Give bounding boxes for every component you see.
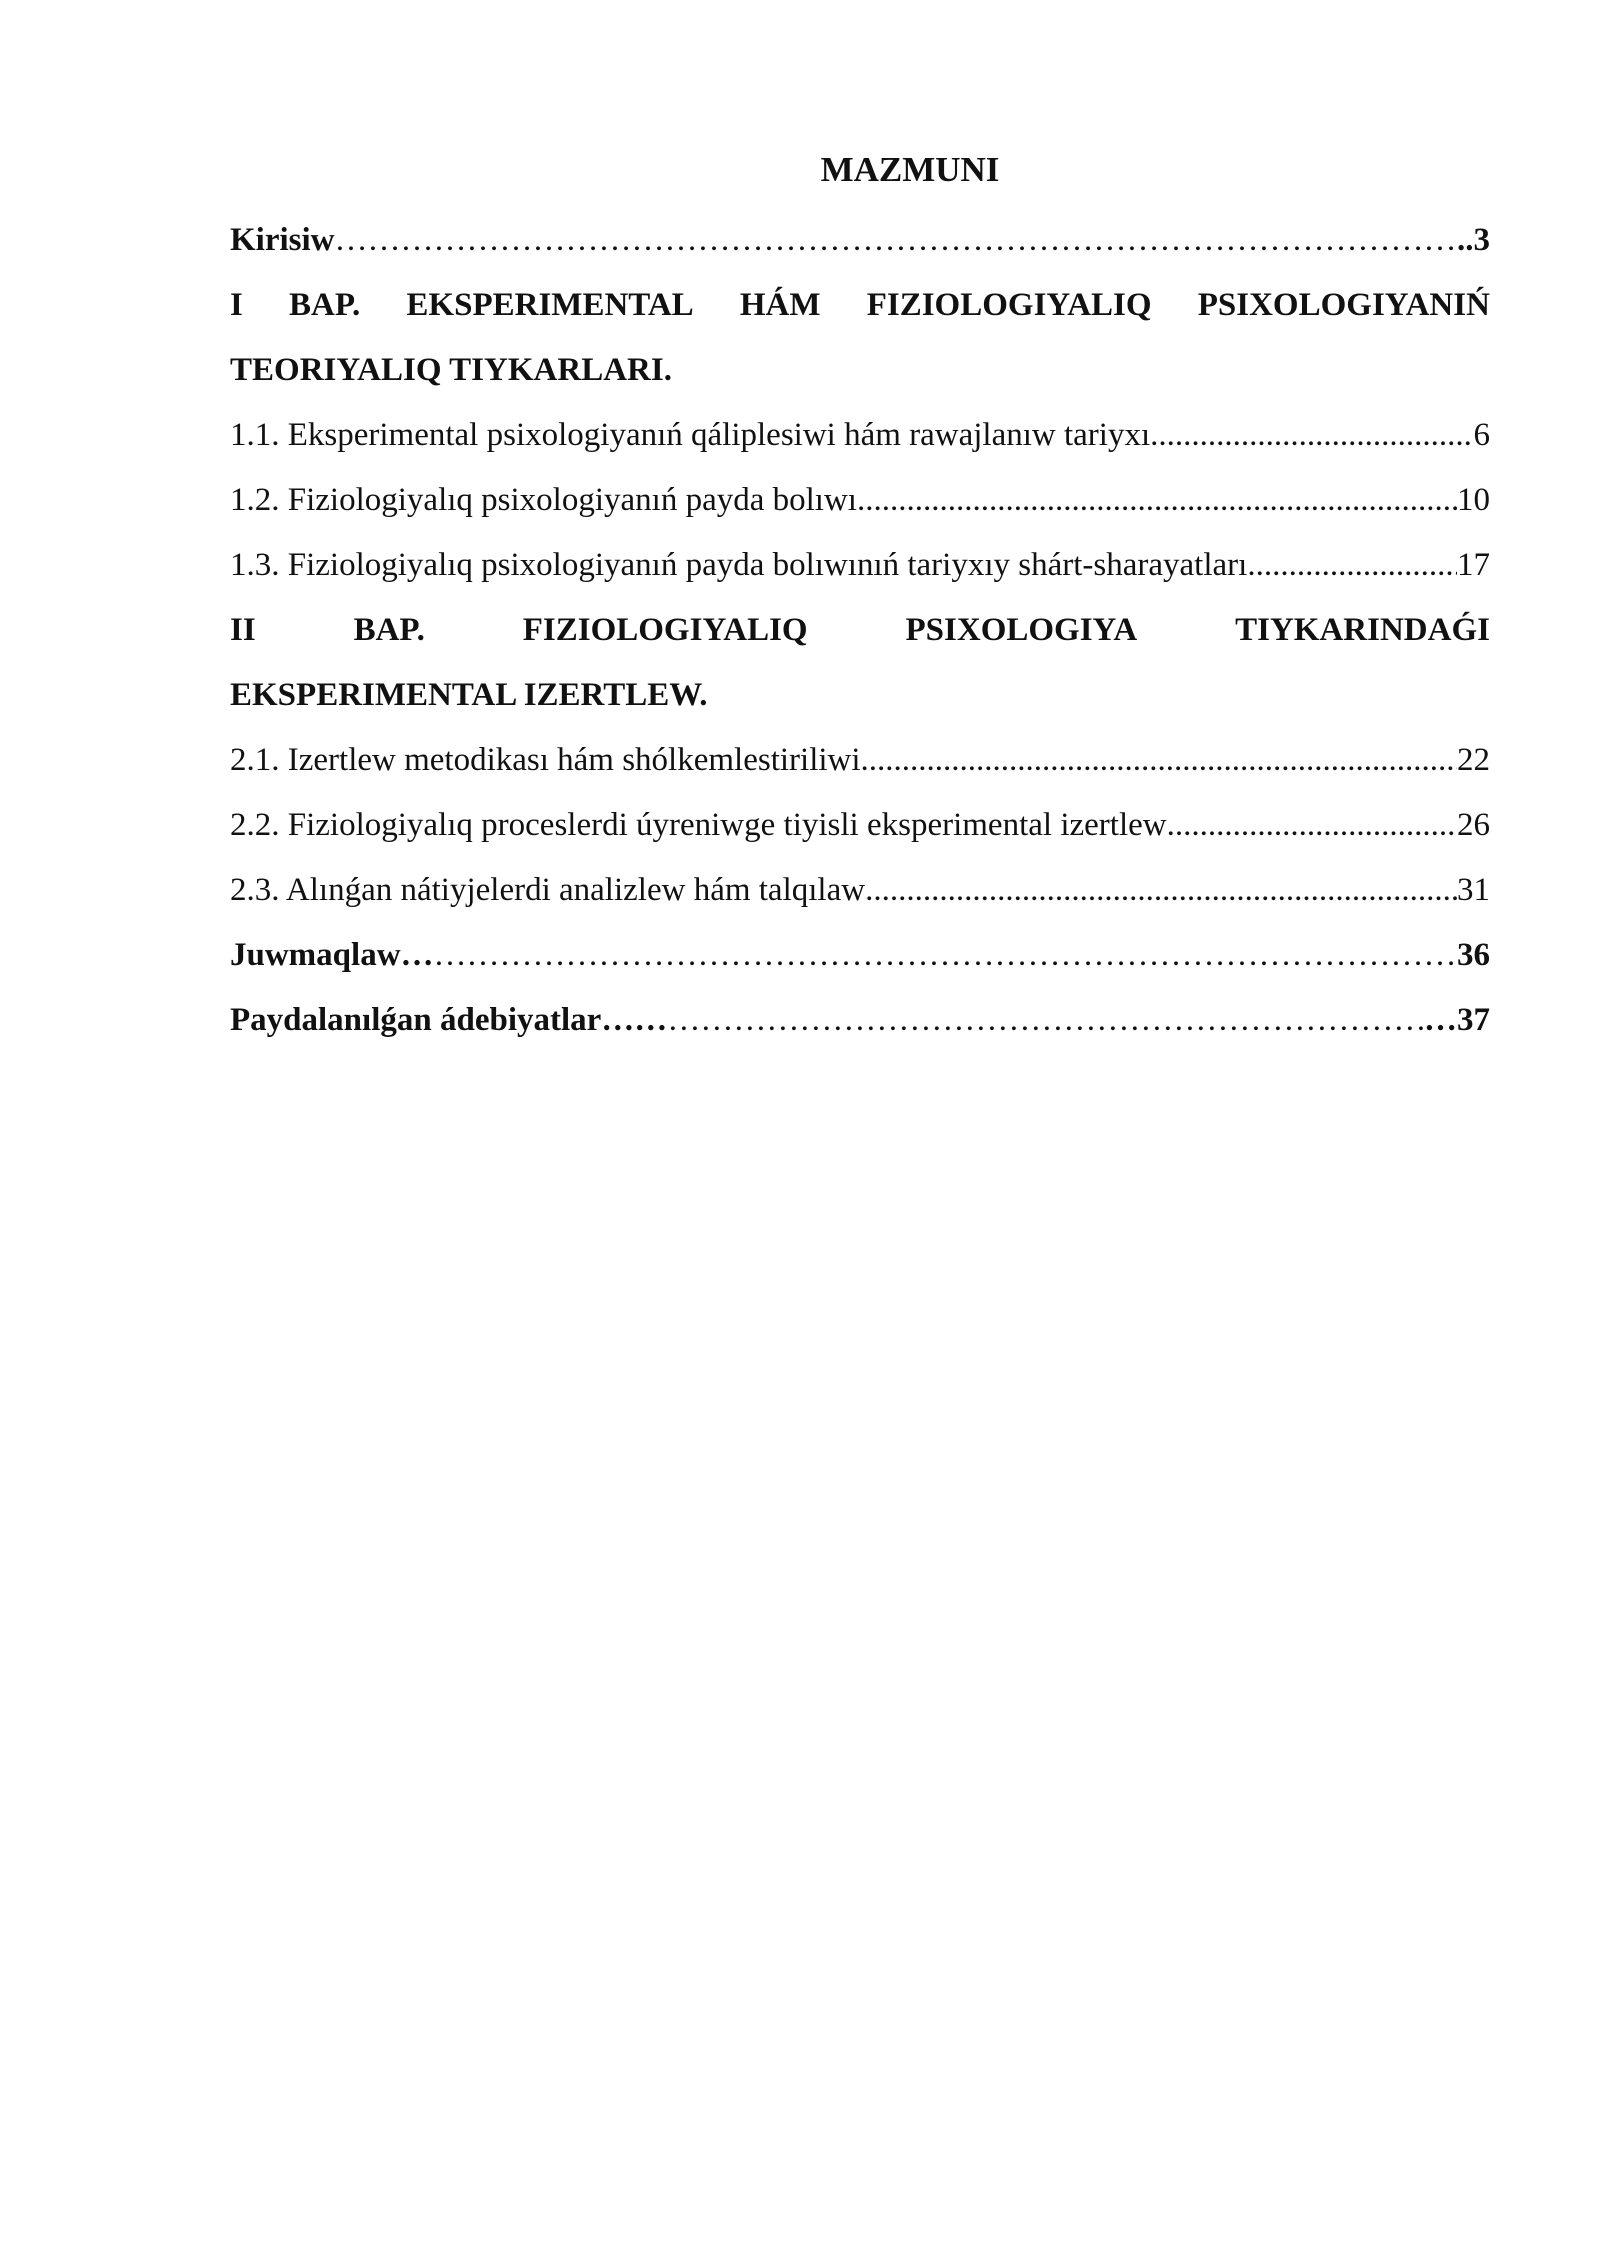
dot-leader (434, 923, 1457, 988)
toc-entry-text: Paydalanılǵan ádebiyatlar…… (230, 1002, 668, 1038)
toc-entry-2-1 (230, 728, 1490, 793)
toc-entry-text: 2.2. Fiziologiyalıq proceslerdi úyreniwge tiyisli eksperimental izertlew (230, 807, 1167, 843)
dot-leader (857, 468, 1457, 533)
toc-entry-2-2 (230, 793, 1490, 858)
heading-word: FIZIOLOGIYALIQ (866, 287, 1152, 323)
toc-entry-text: 1.3. Fiziologiyalıq psixologiyanıń payda bolıwınıń tariyxıy shárt-sharayatları (230, 547, 1248, 583)
heading-word: PSIXOLOGIYA (905, 612, 1138, 648)
heading-word: FIZIOLOGIYALIQ (522, 612, 808, 648)
toc-chapter-1-heading (230, 273, 1490, 338)
heading-word: BAP. (353, 612, 425, 648)
toc-entry-page: 17 (1457, 547, 1490, 583)
toc-title: MAZMUNI (820, 150, 1000, 189)
heading-word: HÁM (739, 287, 821, 323)
toc-entry-page: 36 (1457, 937, 1490, 973)
heading-word: TIYKARINDAǴI (1235, 612, 1490, 648)
toc-entry-text: 1.1. Eksperimental psixologiyanıń qáliplesiwi hám rawajlanıw tariyxı (230, 417, 1151, 453)
toc-entry-1-2 (230, 468, 1490, 533)
toc-entry-1-1 (230, 403, 1490, 468)
toc-entry-introduction (230, 208, 1490, 273)
toc-entry-page: 10 (1457, 482, 1490, 518)
heading-word: II (230, 612, 256, 648)
toc-entry-1-3 (230, 533, 1490, 598)
heading-word: EKSPERIMENTAL (406, 287, 694, 323)
toc-entry-page: …37 (1424, 1002, 1490, 1038)
heading-word: PSIXOLOGIYANIŃ (1197, 287, 1490, 323)
toc-entry-references (230, 988, 1490, 1053)
heading-word: I (230, 287, 243, 323)
toc-chapter-2-heading-cont: EKSPERIMENTAL IZERTLEW. (230, 677, 708, 713)
toc-entry-text: Juwmaqlaw… (230, 937, 434, 973)
toc-entry-text: 1.2. Fiziologiyalıq psixologiyanıń payda bolıwı (230, 482, 857, 518)
toc-entry-2-3 (230, 858, 1490, 923)
toc-entry-page: 26 (1457, 807, 1490, 843)
dot-leader (335, 208, 1458, 273)
table-of-contents (230, 150, 1490, 1053)
toc-entry-page: 22 (1457, 742, 1490, 778)
heading-word: BAP. (289, 287, 361, 323)
toc-chapter-1-heading-cont: TEORIYALIQ TIYKARLARI. (230, 352, 672, 388)
dot-leader (1167, 793, 1457, 858)
toc-entry-page: 31 (1457, 872, 1490, 908)
dot-leader (861, 728, 1457, 793)
toc-entry-text: 2.1. Izertlew metodikası hám shólkemlestiriliwi (230, 742, 861, 778)
toc-entry-text: 2.3. Alınǵan nátiyjelerdi analizlew hám talqılaw (230, 872, 866, 908)
dot-leader (1247, 533, 1457, 598)
dot-leader (865, 858, 1457, 923)
toc-entry-page: 6 (1473, 417, 1490, 453)
toc-chapter-2-heading (230, 598, 1490, 663)
dot-leader (1150, 403, 1473, 468)
toc-entry-conclusion (230, 923, 1490, 988)
toc-entry-text: Kirisiw (230, 222, 335, 258)
toc-entry-page: ..3 (1457, 222, 1490, 258)
dot-leader (667, 988, 1424, 1053)
